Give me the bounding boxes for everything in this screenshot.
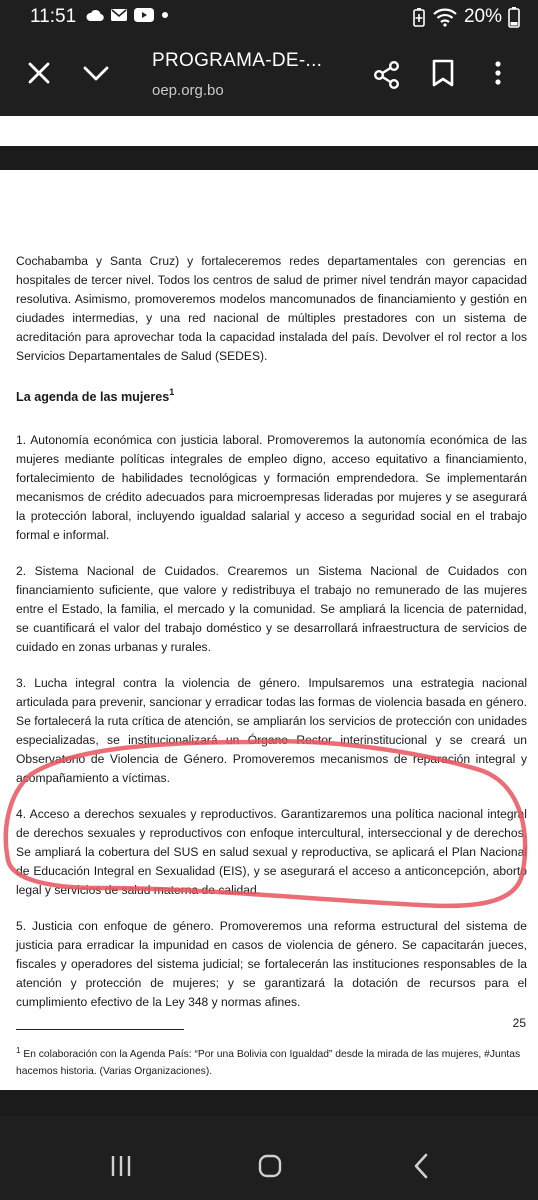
paragraph-health: Cochabamba y Santa Cruz) y fortaleceremos redes departamentales con gerencias en hospitales de tercer nivel. Todos los centros de salud de primer nivel tendrán mayor capacidad resolutiva. Asimismo, promoveremos modelos mancomunados de financiamiento y gestión en ciudades intermedias, y una red nacional de múltiples prestadores con un sistema de acreditación para aprovechar toda la capacidad instalada del país. Devolver el rol rector a los Servicios Departamentales de Salud (SEDES). [16,254,527,363]
document-body [16,252,527,1097]
notification-icons [86,8,170,22]
share-icon[interactable] [372,60,402,90]
bookmark-icon[interactable] [430,58,456,88]
back-icon[interactable] [412,1152,430,1180]
more-vert-icon[interactable] [492,58,504,88]
status-bar [0,0,538,36]
home-icon[interactable] [258,1154,282,1178]
page-header-band [0,146,538,170]
paragraph-item-2: 2. Sistema Nacional de Cuidados. Crearemos un Sistema Nacional de Cuidados con financiamiento suficiente, que valore y redistribuya el trabajo no remunerado de las mujeres entre el Estado, la familia, el mercado y la comunidad. Se ampliará la licencia de paternidad, se cuantificará el valor del trabajo doméstico y se desarrollará infraestructura de servicios de cuidado en zonas urbanas y rurales. [16,564,527,654]
section-heading [16,383,527,407]
document-page[interactable] [0,116,538,1090]
recents-icon[interactable] [110,1154,132,1178]
section-heading-text: La agenda de las mujeres [16,390,170,404]
footnote-divider [16,1029,184,1030]
chevron-down-icon[interactable] [80,58,112,88]
footnote [16,1042,527,1080]
footnote-marker: 1 [16,1046,21,1055]
page-number: 25 [512,1016,526,1030]
footnote-ref: 1 [169,387,175,397]
document-title: PROGRAMA-DE-... [152,50,323,71]
footnote-text: En colaboración con la Agenda País: “Por una Bolivia con Igualdad” desde la mirada de las mujeres, #Juntas hacemos historia. (Varias Organizaciones). [16,1049,521,1077]
paragraph-item-3: 3. Lucha integral contra la violencia de género. Impulsaremos una estrategia nacional articulada para prevenir, sancionar y erradicar todas las formas de violencia basada en género. Se fortalecerá la ruta crítica de atención, se ampliarán los servicios de protección con unidades especializadas, se institucionalizará un Órgano Rector interinstitucional y se creará un Observatorio de Violencia de Género. Promoveremos mecanismos de reparación integral y acompañamiento a víctimas. [16,676,527,785]
battery-percent: 20% [463,6,502,27]
navigation-bar [0,1136,538,1200]
dot-icon [160,10,170,20]
battery-saver-icon [412,7,426,27]
system-icons [412,6,520,28]
wifi-icon [432,7,458,27]
paragraph-item-1: 1. Autonomía económica con justicia laboral. Promoveremos la autonomía económica de las mujeres mediante políticas integrales de empleo digno, acceso equitativo a financiamiento, fortalecimiento de habilidades tecnológicas y formación emprendedora. Se implementarán mecanismos de crédito adecuados para microempresas lideradas por mujeres y se asegurará la protección laboral, incluyendo igualdad salarial y acceso a seguridad social en el trabajo formal e informal. [16,433,527,542]
youtube-icon [134,8,154,22]
cloud-icon [86,8,104,22]
paragraph-item-5: 5. Justicia con enfoque de género. Promoveremos una reforma estructural del sistema de justicia para erradicar la impunidad en casos de violencia de género. Se capacitarán jueces, fiscales y operadores del sistema judicial; se fortalecerán las instituciones responsables de la atención y protección de mujeres; y se garantizará la dotación de recursos para el cumplimiento efectivo de la Ley 348 y normas afines. [16,919,527,1009]
app-bar [0,36,538,116]
page-footer-band [0,1090,538,1116]
mail-icon [110,8,128,22]
status-time: 11:51 [30,6,77,27]
close-icon[interactable] [24,58,54,88]
paragraph-item-4: 4. Acceso a derechos sexuales y reproductivos. Garantizaremos una política nacional integral de derechos sexuales y reproductivos con enfoque intercultural, interseccional y de derechos. Se ampliará la cobertura del SUS en salud sexual y reproductiva, se aplicará el Plan Nacional de Educación Integral en Sexualidad (EIS), y se asegurará el acceso a anticoncepción, aborto legal y servicios de salud materna de calidad. [16,807,527,897]
battery-icon [508,6,520,28]
document-url: oep.org.bo [152,82,224,99]
